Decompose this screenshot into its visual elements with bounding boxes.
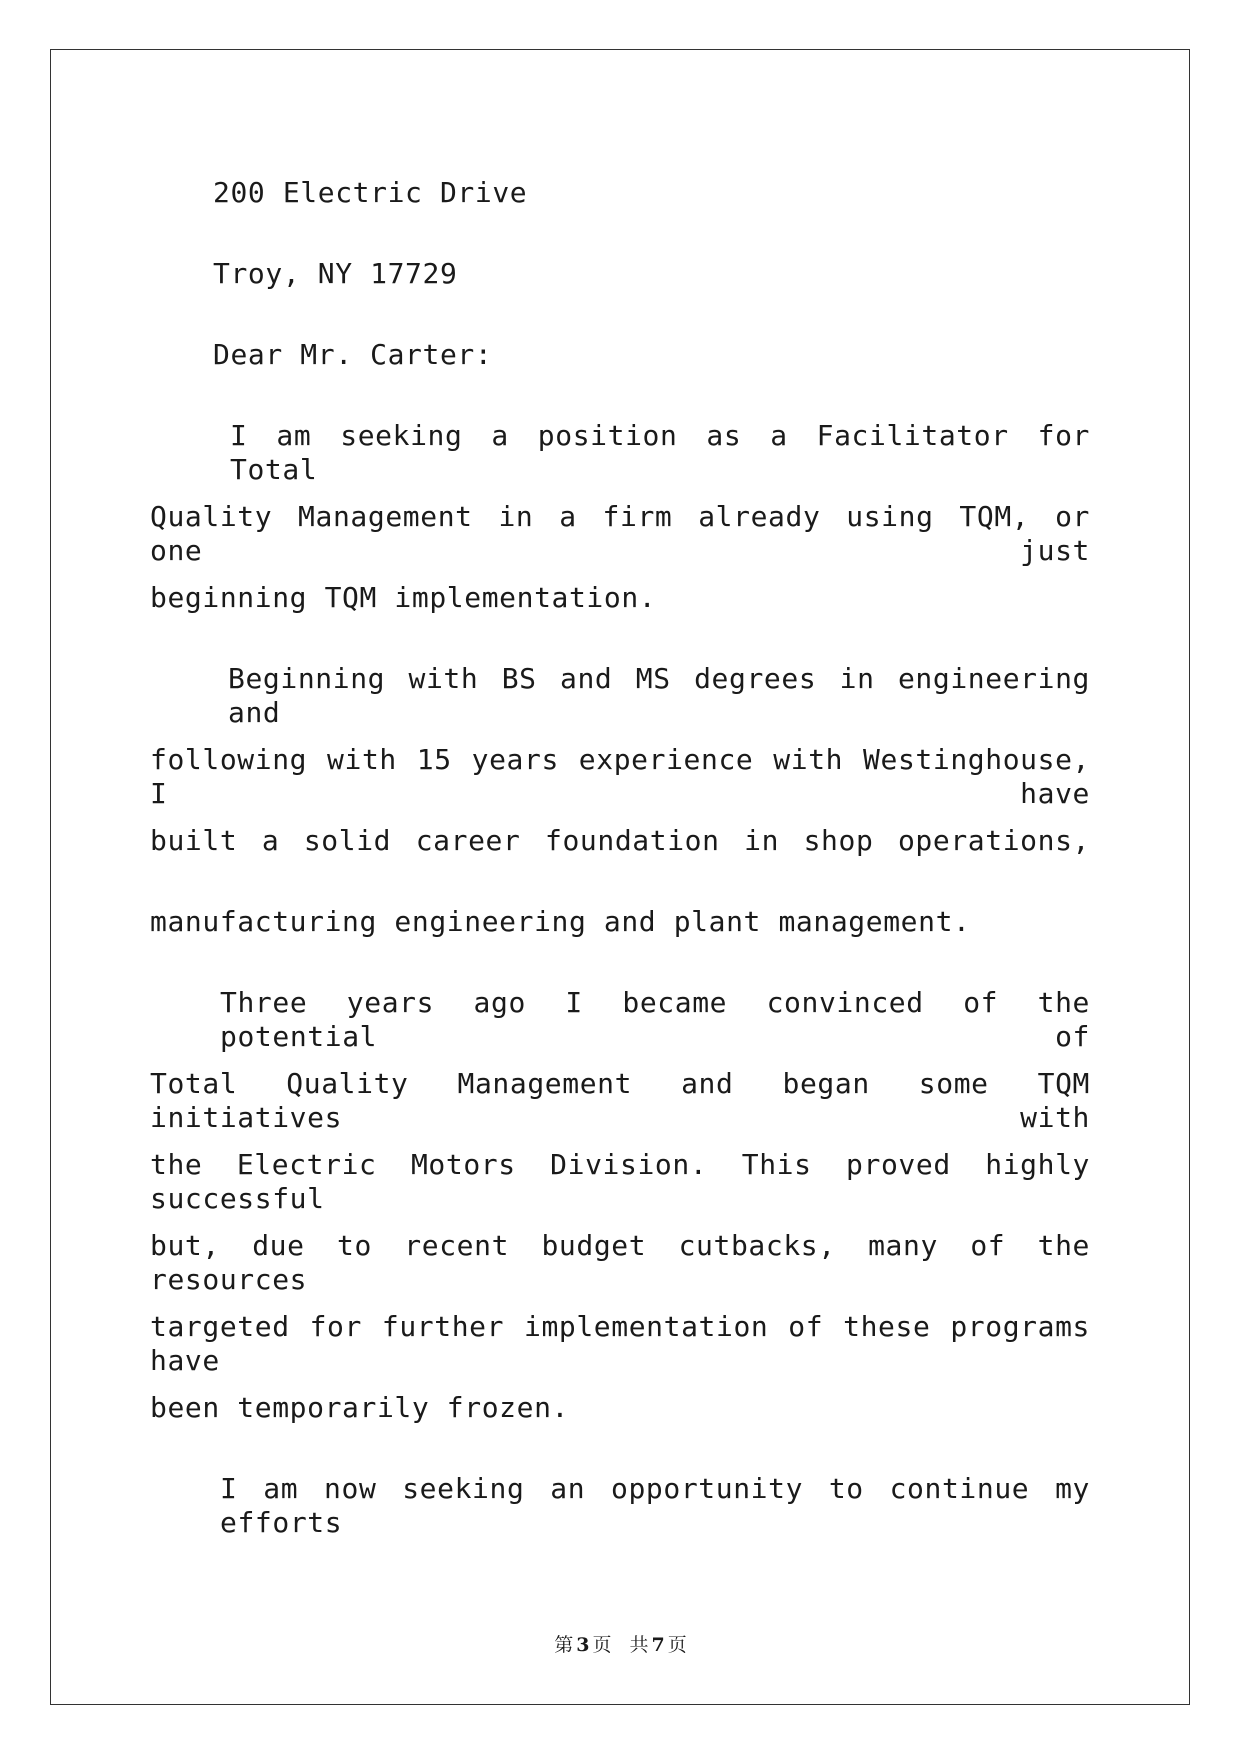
paragraph-4-line-1: I am now seeking an opportunity to continue my efforts [220,1472,1090,1539]
total-pages: 7 [651,1634,665,1656]
page-prefix: 第 [554,1634,574,1656]
paragraph-3-line-1: Three years ago I became convinced of the potential of [220,986,1090,1053]
address-city: Troy, NY 17729 [213,257,458,290]
total-unit: 页 [667,1634,687,1656]
paragraph-1-line-2: Quality Management in a firm already using TQM, or one just [150,500,1090,567]
paragraph-3-line-5: targeted for further implementation of these programs have [150,1310,1090,1377]
page-footer [0,1630,1241,1657]
salutation: Dear Mr. Carter: [213,338,493,371]
paragraph-2-line-1: Beginning with BS and MS degrees in engineering and [228,662,1090,729]
total-prefix: 共 [629,1634,649,1656]
paragraph-2-line-2: following with 15 years experience with Westinghouse, I have [150,743,1090,810]
address-street: 200 Electric Drive [213,176,528,209]
paragraph-3-line-4: but, due to recent budget cutbacks, many of the resources [150,1229,1090,1296]
paragraph-3-line-6: been temporarily frozen. [150,1391,569,1424]
page-border [50,49,1190,1705]
page-number: 3 [576,1634,590,1656]
paragraph-1-line-1: I am seeking a position as a Facilitator for Total [230,419,1090,486]
page-unit: 页 [592,1634,612,1656]
paragraph-2-line-4: manufacturing engineering and plant management. [150,905,971,938]
paragraph-3-line-2: Total Quality Management and began some TQM initiatives with [150,1067,1090,1134]
paragraph-3-line-3: the Electric Motors Division. This proved highly successful [150,1148,1090,1215]
paragraph-1-line-3: beginning TQM implementation. [150,581,657,614]
paragraph-2-line-3: built a solid career foundation in shop operations, [150,824,1090,857]
